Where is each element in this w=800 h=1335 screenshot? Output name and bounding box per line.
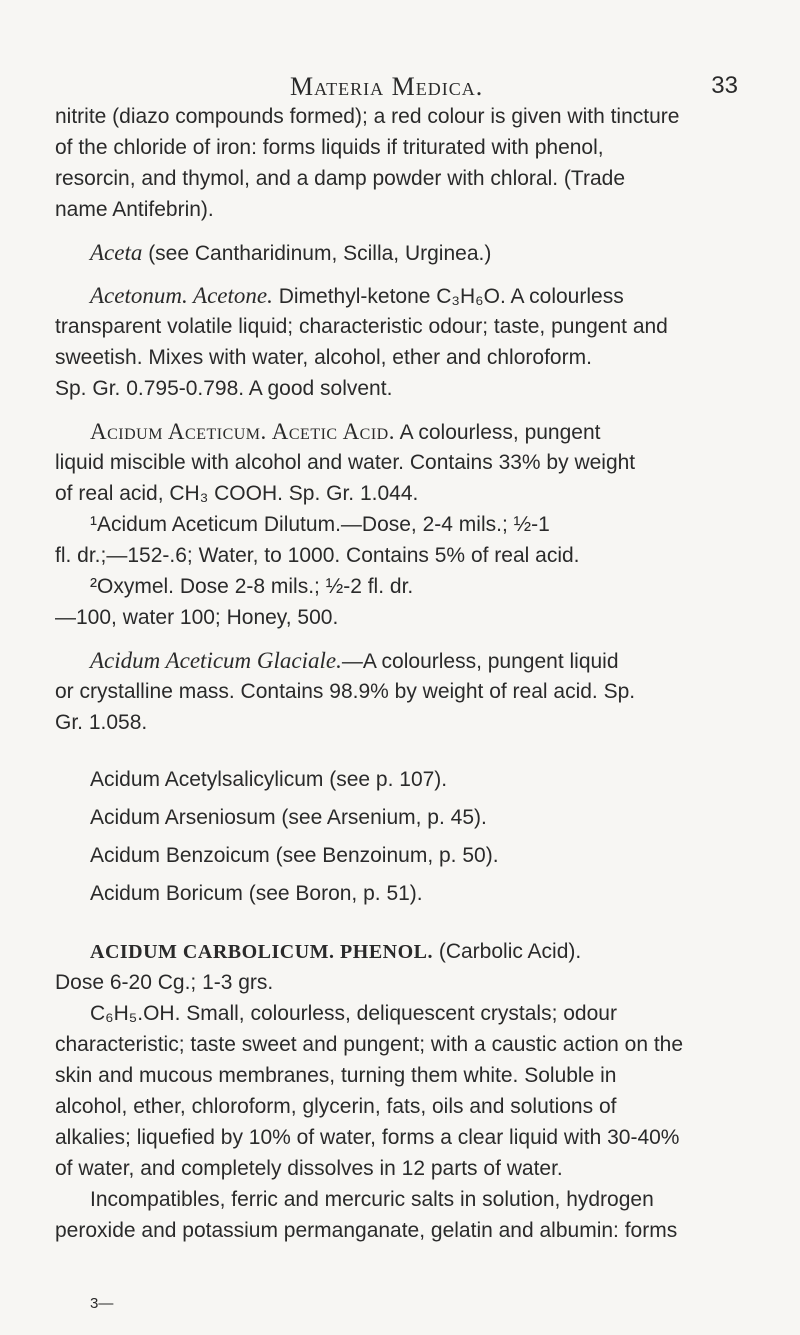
text-line [55,1093,616,1121]
text-line [90,766,447,794]
text-line [55,1031,683,1059]
text-line [55,709,147,737]
line-text: Incompatibles, ferric and mercuric salts in solution, hydrogen [90,1188,654,1211]
line-text: Dimethyl-ketone C₃H₆O. A colourless [272,285,624,308]
text-line [90,282,624,311]
line-text: (Carbolic Acid). [433,940,582,963]
entry-heading-bold: ACIDUM CARBOLICUM. PHENOL. [90,941,433,963]
entry-heading-italic: Acidum Aceticum Glaciale. [90,648,342,673]
page-number: 33 [711,72,738,99]
text-line [90,1186,654,1214]
running-header [0,72,800,104]
text-line [90,239,491,268]
line-text: resorcin, and thymol, and a damp powder with chloral. (Trade [55,167,625,190]
line-text: name Antifebrin). [55,198,214,221]
text-line [55,134,604,162]
text-line [55,1155,563,1183]
line-text: Acidum Arseniosum (see Arsenium, p. 45). [90,806,487,829]
text-line [55,196,214,224]
text-line [55,480,418,508]
line-text: characteristic; taste sweet and pungent; with a caustic action on the [55,1033,684,1056]
text-line [90,511,550,539]
line-text: of water, and completely dissolves in 12 parts of water. [55,1157,563,1180]
line-text: Acidum Benzoicum (see Benzoinum, p. 50). [90,844,499,867]
line-text: peroxide and potassium permanganate, gelatin and albumin: forms [55,1219,678,1242]
text-line [90,573,413,601]
line-text: alkalies; liquefied by 10% of water, forms a clear liquid with 30-40% [55,1126,680,1149]
text-line [55,103,679,131]
line-text: Acidum Boricum (see Boron, p. 51). [90,882,423,905]
line-text: A colourless, pungent [395,421,601,444]
line-text: sweetish. Mixes with water, alcohol, ether and chloroform. [55,346,592,369]
text-line [90,1000,617,1028]
entry-heading-italic: Acetonum. Acetone. [90,283,273,308]
text-line [55,165,625,193]
line-text: ²Oxymel. Dose 2-8 mils.; ½-2 fl. dr. [90,575,414,598]
text-line [55,344,592,372]
line-text: liquid miscible with alcohol and water. Contains 33% by weight [55,451,636,474]
line-text: transparent volatile liquid; characteristic odour; taste, pungent and [55,315,668,338]
line-text: or crystalline mass. Contains 98.9% by weight of real acid. Sp. [55,680,636,703]
text-line [90,647,619,676]
line-text: fl. dr.;—152-.6; Water, to 1000. Contains 5% of real acid. [55,544,580,567]
line-text: (see Cantharidinum, Scilla, Urginea.) [142,242,492,265]
text-line [90,804,487,832]
running-title: Materia Medica. [290,72,484,101]
text-line [90,842,499,870]
line-text: —A colourless, pungent liquid [341,650,619,673]
line-text: ¹Acidum Aceticum Dilutum.—Dose, 2-4 mils.; ½-1 [90,513,550,536]
text-line [55,969,273,997]
text-line [55,542,580,570]
text-line [55,449,635,477]
entry-heading-italic: Aceta [90,240,143,265]
text-line [55,1217,677,1245]
signature-mark: 3— [90,1295,114,1312]
text-line [55,678,635,706]
line-text: skin and mucous membranes, turning them white. Soluble in [55,1064,617,1087]
text-line [90,938,581,966]
line-text: Sp. Gr. 0.795-0.798. A good solvent. [55,377,393,400]
text-line [55,375,392,403]
line-text: C₆H₅.OH. Small, colourless, deliquescent crystals; odour [90,1002,617,1025]
text-line [55,1124,679,1152]
line-text: alcohol, ether, chloroform, glycerin, fats, oils and solutions of [55,1095,617,1118]
line-text: —100, water 100; Honey, 500. [55,606,339,629]
text-line [55,604,338,632]
line-text: of real acid, CH₃ COOH. Sp. Gr. 1.044. [55,482,419,505]
entry-heading-smallcaps: Acidum Aceticum. Acetic Acid. [90,419,395,444]
line-text: Acidum Acetylsalicylicum (see p. 107). [90,768,448,791]
line-text: nitrite (diazo compounds formed); a red colour is given with tincture [55,105,680,128]
line-text: Dose 6-20 Cg.; 1-3 grs. [55,971,274,994]
text-line [90,880,423,908]
text-line [90,418,600,447]
line-text: of the chloride of iron: forms liquids if triturated with phenol, [55,136,604,159]
line-text: Gr. 1.058. [55,711,148,734]
text-line [55,1062,616,1090]
text-line [55,313,668,341]
